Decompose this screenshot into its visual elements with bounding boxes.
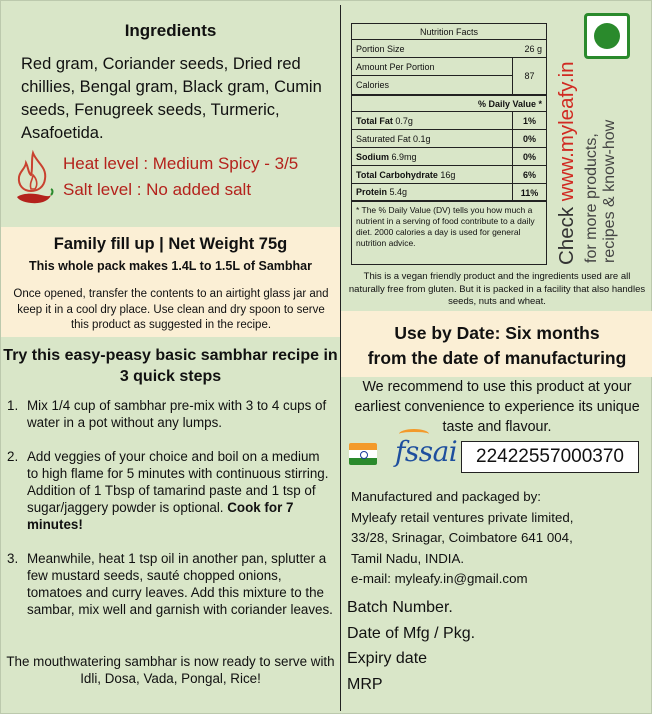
- ingredients-text: Red gram, Coriander seeds, Dried red chillies, Bengal gram, Black gram, Cumin seeds, Fenugreek seeds, Turmeric, Asafoetida.: [21, 55, 322, 142]
- batch-number-label: Batch Number.: [347, 599, 453, 616]
- website-url: www.myleafy.in: [555, 61, 578, 202]
- recipe-title: Try this easy-peasy basic sambhar recipe in 3 quick steps: [3, 347, 338, 385]
- storage-note: Once opened, transfer the contents to an airtight glass jar and keep it in a cool dry place. Use clean and dry spoon to serve this product as suggested in the recipe.: [13, 288, 329, 331]
- contact-email: e-mail: myleafy.in@gmail.com: [351, 571, 528, 586]
- left-column: [1, 1, 340, 714]
- daily-value-header: % Daily Value *: [352, 96, 546, 112]
- nutrient-row: Total Carbohydrate 16g 6%: [352, 166, 546, 184]
- yield-subtitle: This whole pack makes 1.4L to 1.5L of Sambhar: [29, 259, 312, 273]
- expiry-date-label: Expiry date: [347, 650, 428, 667]
- mfg-date-label: Date of Mfg / Pkg.: [347, 624, 476, 642]
- fssai-license-number: 22422557000370: [461, 441, 639, 473]
- daily-value-footnote: * The % Daily Value (DV) tells you how much a nutrient in a serving of food contribute to a daily diet. 2000 calories a day is used for general nutrition advice.: [356, 205, 535, 248]
- heat-level: Heat level : Medium Spicy - 3/5: [63, 154, 299, 173]
- allergen-note: This is a vegan friendly product and the ingredients used are all naturally free from gluten. But it is packed in a facility that also handles seeds, nuts and wheat.: [348, 271, 646, 307]
- nutrient-row: Total Fat 0.7g 1%: [352, 112, 546, 130]
- net-weight-title: Family fill up | Net Weight 75g: [53, 235, 288, 253]
- flame-chilli-icon: [11, 149, 55, 207]
- manufacturer-info: Manufactured and packaged by: Myleafy retail ventures private limited, 33/28, Srinagar, Coimbatore 641 004, Tamil Nadu, INDIA. e-mail: myleafy.in@gmail.com: [351, 487, 647, 590]
- nutrition-title: Nutrition Facts: [352, 24, 546, 40]
- nutrient-row: Protein 5.4g 11%: [352, 184, 546, 202]
- mrp-label: MRP: [347, 675, 383, 693]
- serving-suggestion: The mouthwatering sambhar is now ready to serve with Idli, Dosa, Vada, Pongal, Rice!: [6, 654, 335, 686]
- use-recommendation: We recommend to use this product at your earliest convenience to experience its unique taste and flavour.: [354, 379, 640, 435]
- batch-details: [347, 595, 643, 697]
- recipe-steps: [7, 397, 333, 635]
- right-column: [341, 1, 652, 714]
- website-callout: Check www.myleafy.in: [555, 61, 578, 265]
- recipe-step: 1. Mix 1/4 cup of sambhar pre-mix with 3 to 4 cups of water in a pot without any lumps.: [7, 398, 327, 430]
- portion-row: Portion Size 26 g: [352, 40, 546, 58]
- recipe-step: 2. Add veggies of your choice and boil on a medium to high flame for 5 minutes with continuous stirring. Addition of 1 Tbsp of tamarind paste and 1 tsp of sugar/jaggery powder is optional. Cook for 7 minutes!: [7, 449, 329, 532]
- cook-time: Cook for 7 minutes!: [27, 500, 294, 532]
- nutrition-facts-table: [351, 23, 547, 265]
- website-tagline: for more products, recipes & know-how: [583, 119, 618, 263]
- ingredients-title: Ingredients: [124, 21, 217, 40]
- nutrient-row: Saturated Fat 0.1g 0%: [352, 130, 546, 148]
- salt-level: Salt level : No added salt: [63, 180, 252, 199]
- calories-row: Amount Per Portion Calories 87: [352, 58, 546, 96]
- use-by-title: Use by Date: Six months from the date of manufacturing: [367, 323, 627, 368]
- india-flag-icon: [349, 443, 377, 465]
- veg-symbol-icon: [584, 13, 630, 59]
- recipe-step: 3. Meanwhile, heat 1 tsp oil in another pan, splutter a few mustard seeds, sauté chopped onions, tomatoes and curry leaves. Add this mixture to the sambar, mix well and garnish with coriander leaves.: [7, 551, 333, 617]
- fssai-logo: fssai: [395, 435, 457, 468]
- nutrient-row: Sodium 6.9mg 0%: [352, 148, 546, 166]
